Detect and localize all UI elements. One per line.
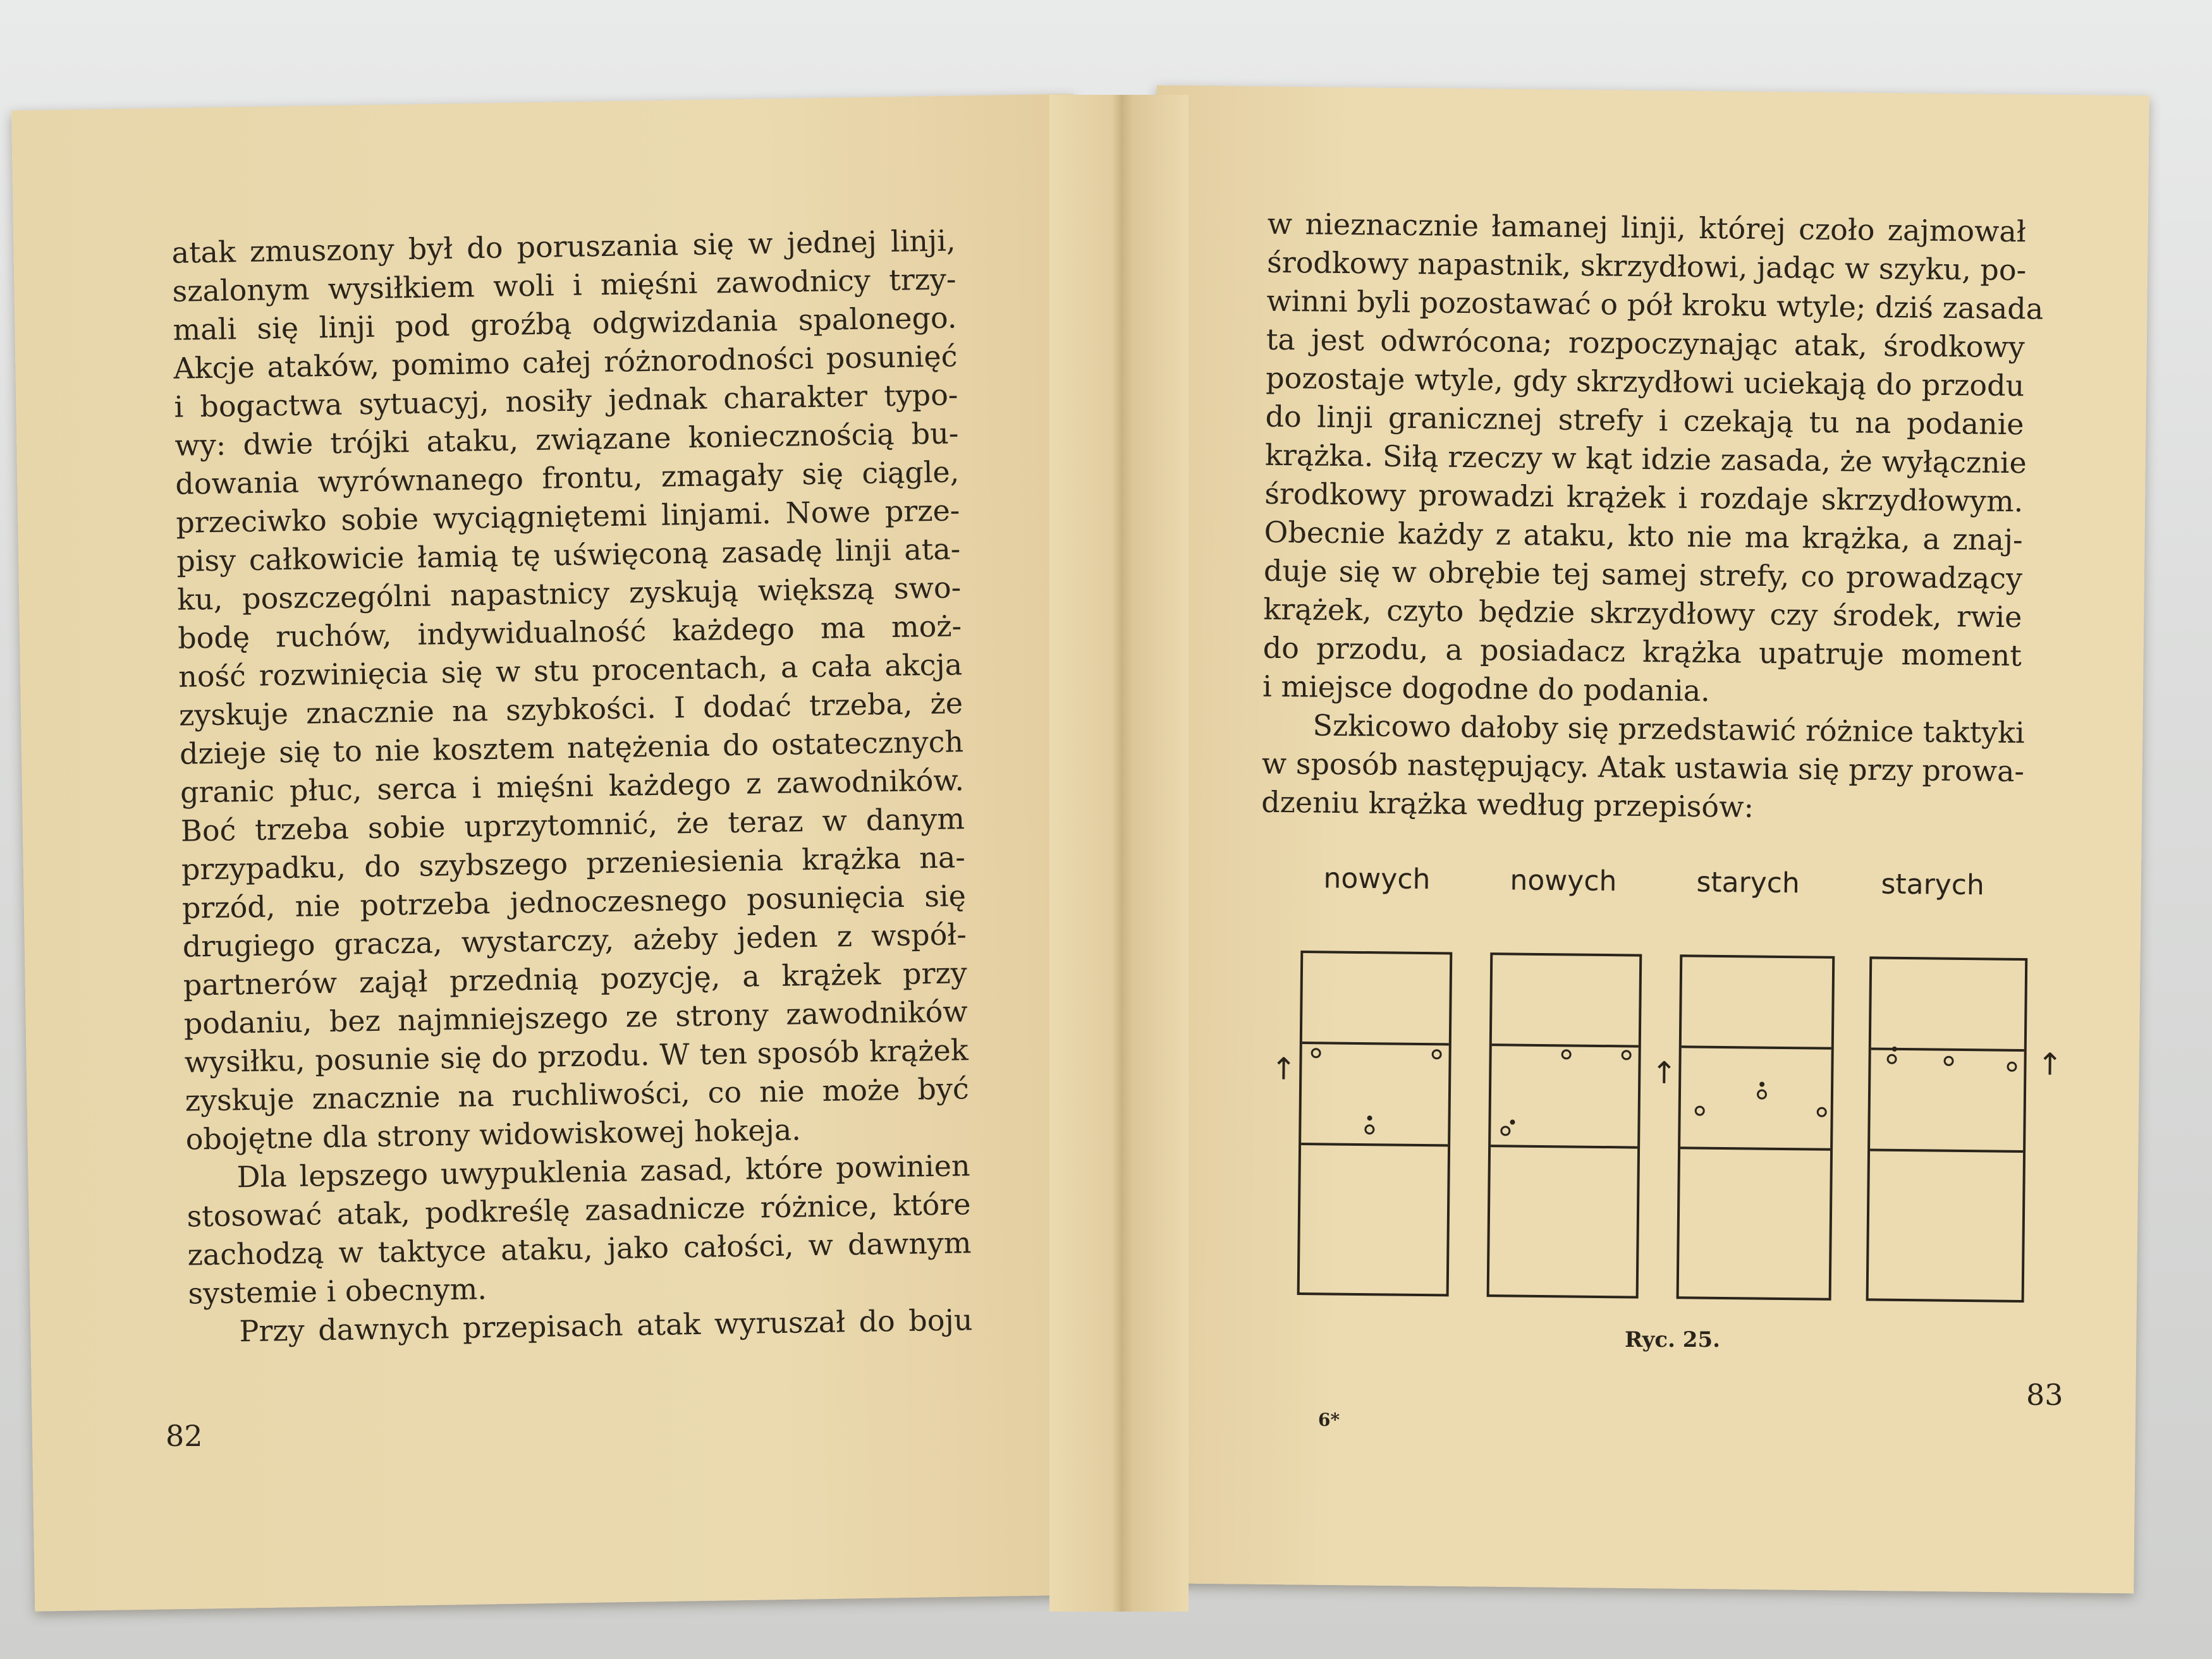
player-marker [1364,1124,1374,1134]
arrow-up-icon: ↑ [2037,1047,2063,1083]
text-line: pisy całkowicie łamią tę uświęconą zasadę linji ata- [176,532,961,578]
text-line: do przodu, a posiadacz krążka upatruje moment [1262,630,2022,673]
text-line: i bogactwa sytuacyj, nosiły jednak charakter typo- [174,377,958,424]
figure-label: starych [1881,868,1985,902]
player-marker [1432,1049,1442,1059]
text-line: przypadku, do szybszego przeniesienia krążka na- [181,840,966,887]
rink-diagram [1677,954,1835,1301]
zone-line [1680,1146,1830,1150]
arrow-up-icon: ↑ [1651,1055,1677,1091]
rink-diagram [1297,951,1453,1296]
text-line: Dla lepszego uwypuklenia zasad, które powinien [236,1148,970,1194]
text-line: środkowy prowadzi krążek i rozdaje skrzydłowym. [1264,476,2024,519]
zone-line [1301,1143,1448,1146]
zone-line [1491,1145,1637,1148]
text-line: podaniu, bez najmniejszego ze strony zawodników [183,994,969,1041]
rink-diagram-figure [1262,861,2063,1325]
player-marker [1500,1126,1510,1136]
text-line: Boć trzeba sobie uprzytomnić, że teraz w danym [180,801,965,848]
text-line: ta jest odwrócona; rozpoczynając atak, środkowy [1266,322,2026,365]
text-line: zyskuje znacznie na szybkości. I dodać trzeba, że [178,686,963,732]
text-line: krążka. Siłą rzeczy w kąt idzie zasada, że wyłącznie [1264,437,2027,480]
left-page-text [171,221,973,1351]
text-line: winni byli pozostawać o pół kroku wtyle; dziś zasada [1266,283,2044,326]
puck-marker [1367,1115,1372,1121]
player-marker [1622,1050,1632,1060]
figure-label: nowych [1510,864,1617,898]
player-marker [2007,1062,2017,1072]
text-line: dowania wyrównanego frontu, zmagały się ciągle, [174,454,960,501]
text-line: krążek, czyto będzie skrzydłowy czy środek, rwie [1263,592,2022,635]
text-line: pozostaje wtyle, gdy skrzydłowi uciekają do przodu [1265,360,2025,403]
text-line: środkowy napastnik, skrzydłowi, jadąc w szyku, po- [1266,245,2027,288]
text-line: w nieznacznie łamanej linji, której czoło zajmował [1267,206,2027,249]
player-marker [1943,1056,1953,1066]
text-line: wysiłku, posunie się do przodu. W ten sposób krążek [184,1033,969,1079]
zone-line [1870,1148,2023,1153]
text-line: ność rozwinięcia się w stu procentach, a cała akcja [178,647,963,694]
rink-diagram [1866,956,2028,1303]
player-marker [1695,1106,1705,1116]
figure-caption: Ryc. 25. [1625,1327,1720,1352]
player-marker [1561,1049,1572,1059]
figure-label: starych [1696,866,1800,900]
text-line: zachodzą w taktyce ataku, jako całości, w dawnym [187,1225,972,1272]
text-line: przód, nie potrzeba jednoczesnego posunięcia się [181,878,967,925]
text-line: Akcje ataków, pomimo całej różnorodności posunięć [173,339,958,386]
right-page-text [1261,205,2044,830]
text-line: partnerów zajął przednią pozycję, a krążek przy [183,956,968,1002]
text-line: zyskuje znacznie na ruchliwości, co nie może być [185,1071,970,1118]
puck-marker [1759,1082,1764,1087]
page-number-right: 83 [2026,1378,2063,1412]
text-line: stosować atak, podkreślę zasadnicze różnice, które [186,1187,971,1234]
text-line: Obecnie każdy z ataku, kto nie ma krążka, a znaj- [1264,514,2023,557]
text-line: Szkicowo dałoby się przedstawić różnice taktyki [1312,708,2025,750]
text-line: i miejsce dogodne do podania. [1262,669,1711,708]
puck-marker [1892,1047,1897,1052]
player-marker [1311,1048,1321,1058]
text-line: dzeniu krążka według przepisów: [1261,784,1754,824]
text-line: granic płuc, serca i mięśni każdego z zawodników. [180,763,965,810]
figure-label: nowych [1323,862,1431,896]
player-marker [1887,1054,1897,1064]
rink-diagram [1487,952,1642,1298]
text-line: duje się w obrębie tej samej strefy, co prowadzący [1263,553,2023,596]
text-line: mali się linji pod groźbą odgwizdania spalonego. [173,300,957,347]
text-line: obojętne dla strony widowiskowej hokeja. [185,1112,802,1157]
signature-mark: 6* [1318,1409,1340,1430]
arrow-up-icon: ↑ [1271,1051,1297,1087]
player-marker [1757,1090,1767,1100]
text-line: ku, poszczególni napastnicy zyskują większą swo- [176,570,962,617]
text-line: systemie i obecnym. [188,1272,487,1311]
page-number-left: 82 [166,1419,203,1453]
puck-marker [1510,1119,1515,1124]
text-line: przeciwko sobie wyciągniętemi linjami. Nowe prze- [175,493,960,540]
text-line: drugiego gracza, wystarczy, ażeby jeden z współ- [182,917,967,964]
player-marker [1817,1107,1827,1117]
text-line: bodę ruchów, indywidualność każdego ma moż- [177,609,962,655]
zone-line [1302,1042,1449,1045]
text-line: w sposób następujący. Atak ustawia się przy prowa- [1261,746,2025,789]
text-line: wy: dwie trójki ataku, związane koniecznością bu- [174,416,959,463]
text-line: Przy dawnych przepisach atak wyruszał do boju [239,1303,973,1349]
zone-line [1682,1045,1831,1049]
text-line: szalonym wysiłkiem woli i mięśni zawodnicy trzy- [172,262,956,308]
text-line: do linji granicznej strefy i czekają tu na podanie [1265,399,2024,442]
zone-line [1492,1043,1639,1047]
text-line: atak zmuszony był do poruszania się w jednej linji, [171,223,956,270]
book-gutter [1049,95,1188,1612]
text-line: dzieje się to nie kosztem natężenia do ostatecznych [179,724,964,771]
